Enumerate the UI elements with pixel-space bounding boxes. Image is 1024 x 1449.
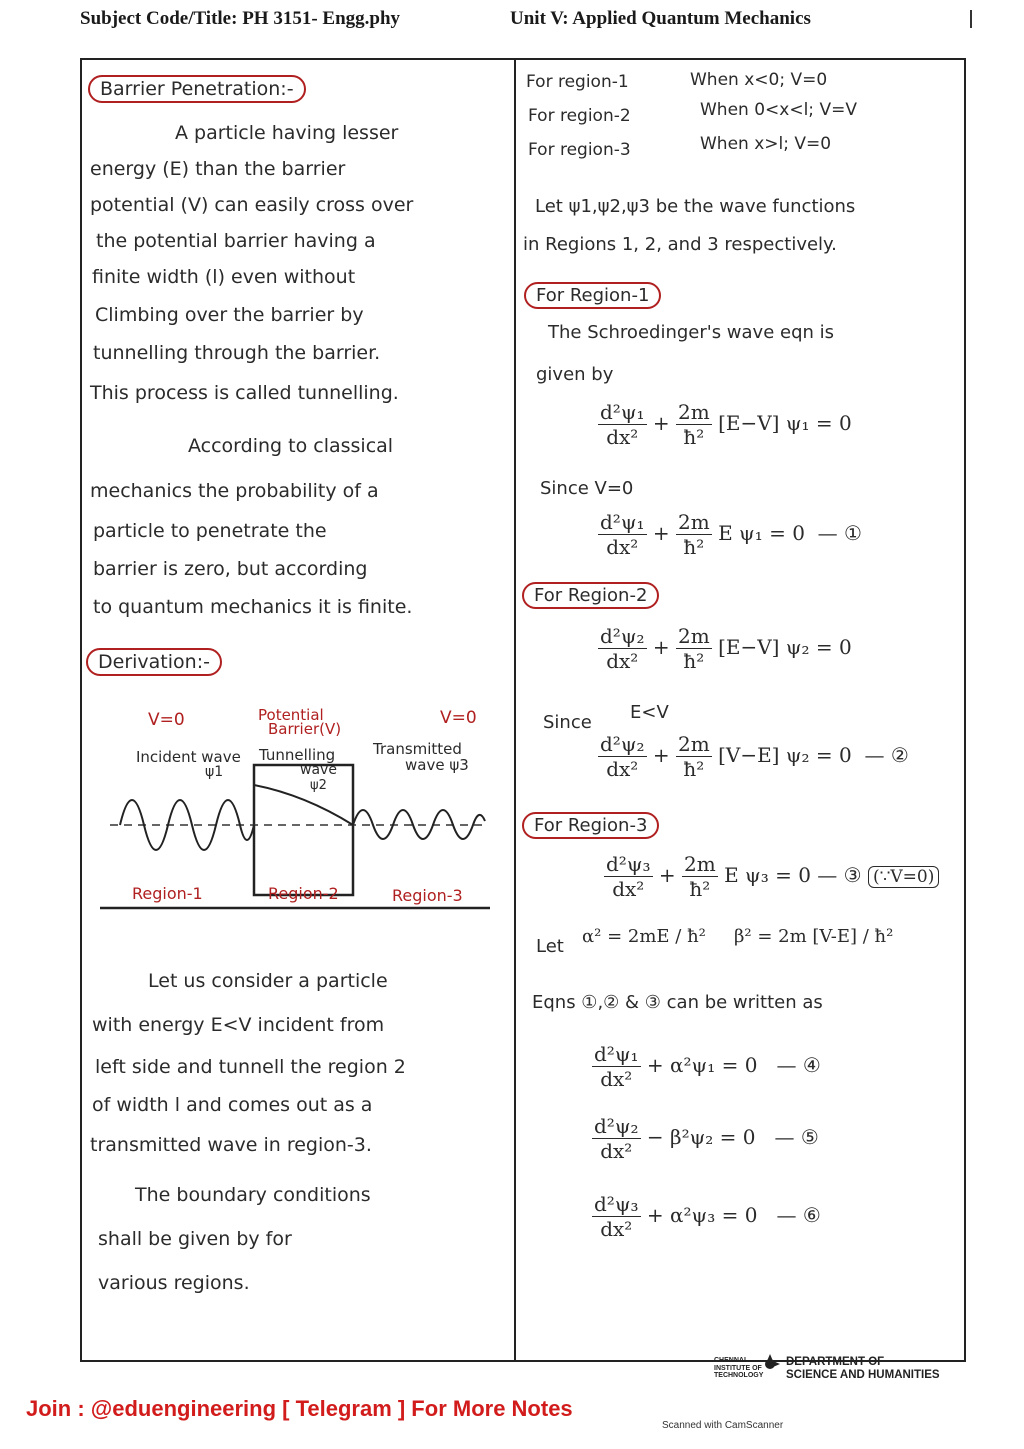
scanner-watermark: Scanned with CamScanner bbox=[662, 1420, 784, 1431]
para2-line: mechanics the probability of a bbox=[90, 480, 379, 502]
diagram-psi2: ψ2 bbox=[310, 778, 327, 793]
since-v0: Since V=0 bbox=[540, 478, 634, 499]
equation-2: $\frac{\text{d²ψ₂}}{\text{dx²}}$ + $\frac{2m}{\text{ħ²}}$ [V−E] ψ₂ = 0 — ② bbox=[600, 732, 909, 781]
diagram-psi1: ψ1 bbox=[205, 764, 224, 780]
schro-line: given by bbox=[536, 364, 614, 385]
equation-region2-general: $\frac{\text{d²ψ₂}}{\text{dx²}}$ + $\frac{2m}{\text{ħ²}}$ [E−V] ψ₂ = 0 bbox=[600, 624, 852, 673]
para3-line: transmitted wave in region-3. bbox=[90, 1134, 372, 1156]
let-label: Let bbox=[536, 936, 564, 957]
unit-title: Unit V: Applied Quantum Mechanics bbox=[510, 8, 811, 29]
para3-line: Let us consider a particle bbox=[148, 970, 388, 992]
diagram-potential: Potential bbox=[258, 706, 324, 724]
eq-tag-2: ② bbox=[890, 743, 909, 767]
para1-line: A particle having lesser bbox=[175, 122, 399, 144]
para1-line: finite width (l) even without bbox=[92, 266, 356, 288]
para1-line: This process is called tunnelling. bbox=[90, 382, 399, 404]
region-label: For region-2 bbox=[528, 106, 631, 126]
barrier-rect bbox=[254, 765, 353, 895]
para3-line: with energy E<V incident from bbox=[92, 1014, 385, 1036]
eq-tag-1: ① bbox=[844, 521, 862, 545]
barrier-title: Barrier Penetration:- bbox=[88, 75, 306, 103]
para3-line: various regions. bbox=[98, 1272, 250, 1294]
region-cond: When 0<x<l; V=V bbox=[700, 100, 857, 120]
equation-3: $\frac{\text{d²ψ₃}}{\text{dx²}}$ + $\frac{2m}{\text{ħ²}}$ E ψ₃ = 0 — ③ (∵V=0) bbox=[604, 852, 939, 901]
e-lt-v: E<V bbox=[630, 702, 669, 723]
para2-line: particle to penetrate the bbox=[93, 520, 327, 542]
region-label: For region-1 bbox=[526, 72, 629, 92]
department-label: DEPARTMENT OF SCIENCE AND HUMANITIES bbox=[786, 1356, 940, 1381]
para2-line: According to classical bbox=[188, 435, 394, 457]
subject-title: Subject Code/Title: PH 3151- Engg.phy bbox=[80, 8, 401, 29]
para3-line: left side and tunnell the region 2 bbox=[95, 1056, 406, 1078]
para3-line: The boundary conditions bbox=[135, 1184, 371, 1206]
para2-line: barrier is zero, but according bbox=[93, 558, 368, 580]
para1-line: potential (V) can easily cross over bbox=[90, 194, 414, 216]
diagram-barrier: Barrier(V) bbox=[268, 720, 342, 738]
eq-tag-5: ⑤ bbox=[800, 1125, 819, 1149]
institute-logo-icon bbox=[758, 1352, 782, 1376]
equation-1: $\frac{\text{d²ψ₁}}{\text{dx²}}$ + $\frac{2m}{\text{ħ²}}$ E ψ₁ = 0 — ① bbox=[600, 510, 862, 559]
since-label: Since bbox=[543, 712, 592, 733]
para1-line: the potential barrier having a bbox=[96, 230, 376, 252]
region-cond: When x>l; V=0 bbox=[700, 134, 832, 154]
derivation-title: Derivation:- bbox=[86, 648, 222, 676]
because-v0: (∵V=0) bbox=[868, 866, 939, 888]
para1-line: energy (E) than the barrier bbox=[90, 158, 346, 180]
diagram-transmitted-wave: wave ψ3 bbox=[405, 756, 469, 774]
region3-title: For Region-3 bbox=[522, 812, 659, 839]
schro-line: The Schroedinger's wave eqn is bbox=[548, 322, 835, 343]
equation-5: $\frac{\text{d²ψ₂}}{\text{dx²}}$ − β²ψ₂ = 0 — ⑤ bbox=[594, 1114, 819, 1163]
equation-region1-general: $\frac{\text{d²ψ₁}}{\text{dx²}}$ + $\frac{2m}{\text{ħ²}}$ [E−V] ψ₁ = 0 bbox=[600, 400, 852, 449]
diagram-transmitted: Transmitted bbox=[373, 740, 462, 758]
diagram-v0-right: V=0 bbox=[440, 708, 477, 728]
para2-line: to quantum mechanics it is finite. bbox=[93, 596, 413, 618]
region3-label: Region-3 bbox=[392, 886, 463, 905]
region2-title: For Region-2 bbox=[522, 582, 659, 609]
telegram-join-banner[interactable]: Join : @eduengineering [ Telegram ] For More Notes bbox=[26, 1396, 573, 1421]
para3-line: of width l and comes out as a bbox=[92, 1094, 373, 1116]
para1-line: Climbing over the barrier by bbox=[95, 304, 364, 326]
alpha-definition: α² = 2mE / ħ² bbox=[582, 926, 706, 947]
region2-label: Region-2 bbox=[268, 884, 339, 903]
beta-definition: β² = 2m [V-E] / ħ² bbox=[734, 926, 894, 947]
region-label: For region-3 bbox=[528, 140, 631, 160]
region1-label: Region-1 bbox=[132, 884, 203, 903]
para3-line: shall be given by for bbox=[98, 1228, 292, 1250]
diagram-tunnelling-wave: wave bbox=[300, 762, 337, 778]
diagram-tunnelling: Tunnelling bbox=[259, 746, 336, 764]
equation-6: $\frac{\text{d²ψ₃}}{\text{dx²}}$ + α²ψ₃ = 0 — ⑥ bbox=[594, 1192, 821, 1241]
eqns-written: Eqns ①,② & ③ can be written as bbox=[532, 992, 823, 1013]
diagram-v0-left: V=0 bbox=[148, 710, 185, 730]
region1-title: For Region-1 bbox=[524, 282, 661, 309]
let-psi-line: Let ψ1,ψ2,ψ3 be the wave functions bbox=[535, 196, 856, 217]
eq-tag-4: ④ bbox=[802, 1053, 821, 1077]
diagram-incident: Incident wave bbox=[136, 748, 241, 766]
equation-4: $\frac{\text{d²ψ₁}}{\text{dx²}}$ + α²ψ₁ = 0 — ④ bbox=[594, 1042, 821, 1091]
institute-logo-text: CHENNAI INSTITUTE OF TECHNOLOGY bbox=[714, 1357, 764, 1379]
let-psi-line: in Regions 1, 2, and 3 respectively. bbox=[523, 234, 837, 255]
page-mark bbox=[970, 10, 972, 28]
region-cond: When x<0; V=0 bbox=[690, 70, 828, 90]
para1-line: tunnelling through the barrier. bbox=[93, 342, 381, 364]
tunnelling-curve bbox=[254, 785, 353, 825]
eq-tag-3: ③ bbox=[843, 863, 862, 887]
eq-tag-6: ⑥ bbox=[802, 1203, 821, 1227]
